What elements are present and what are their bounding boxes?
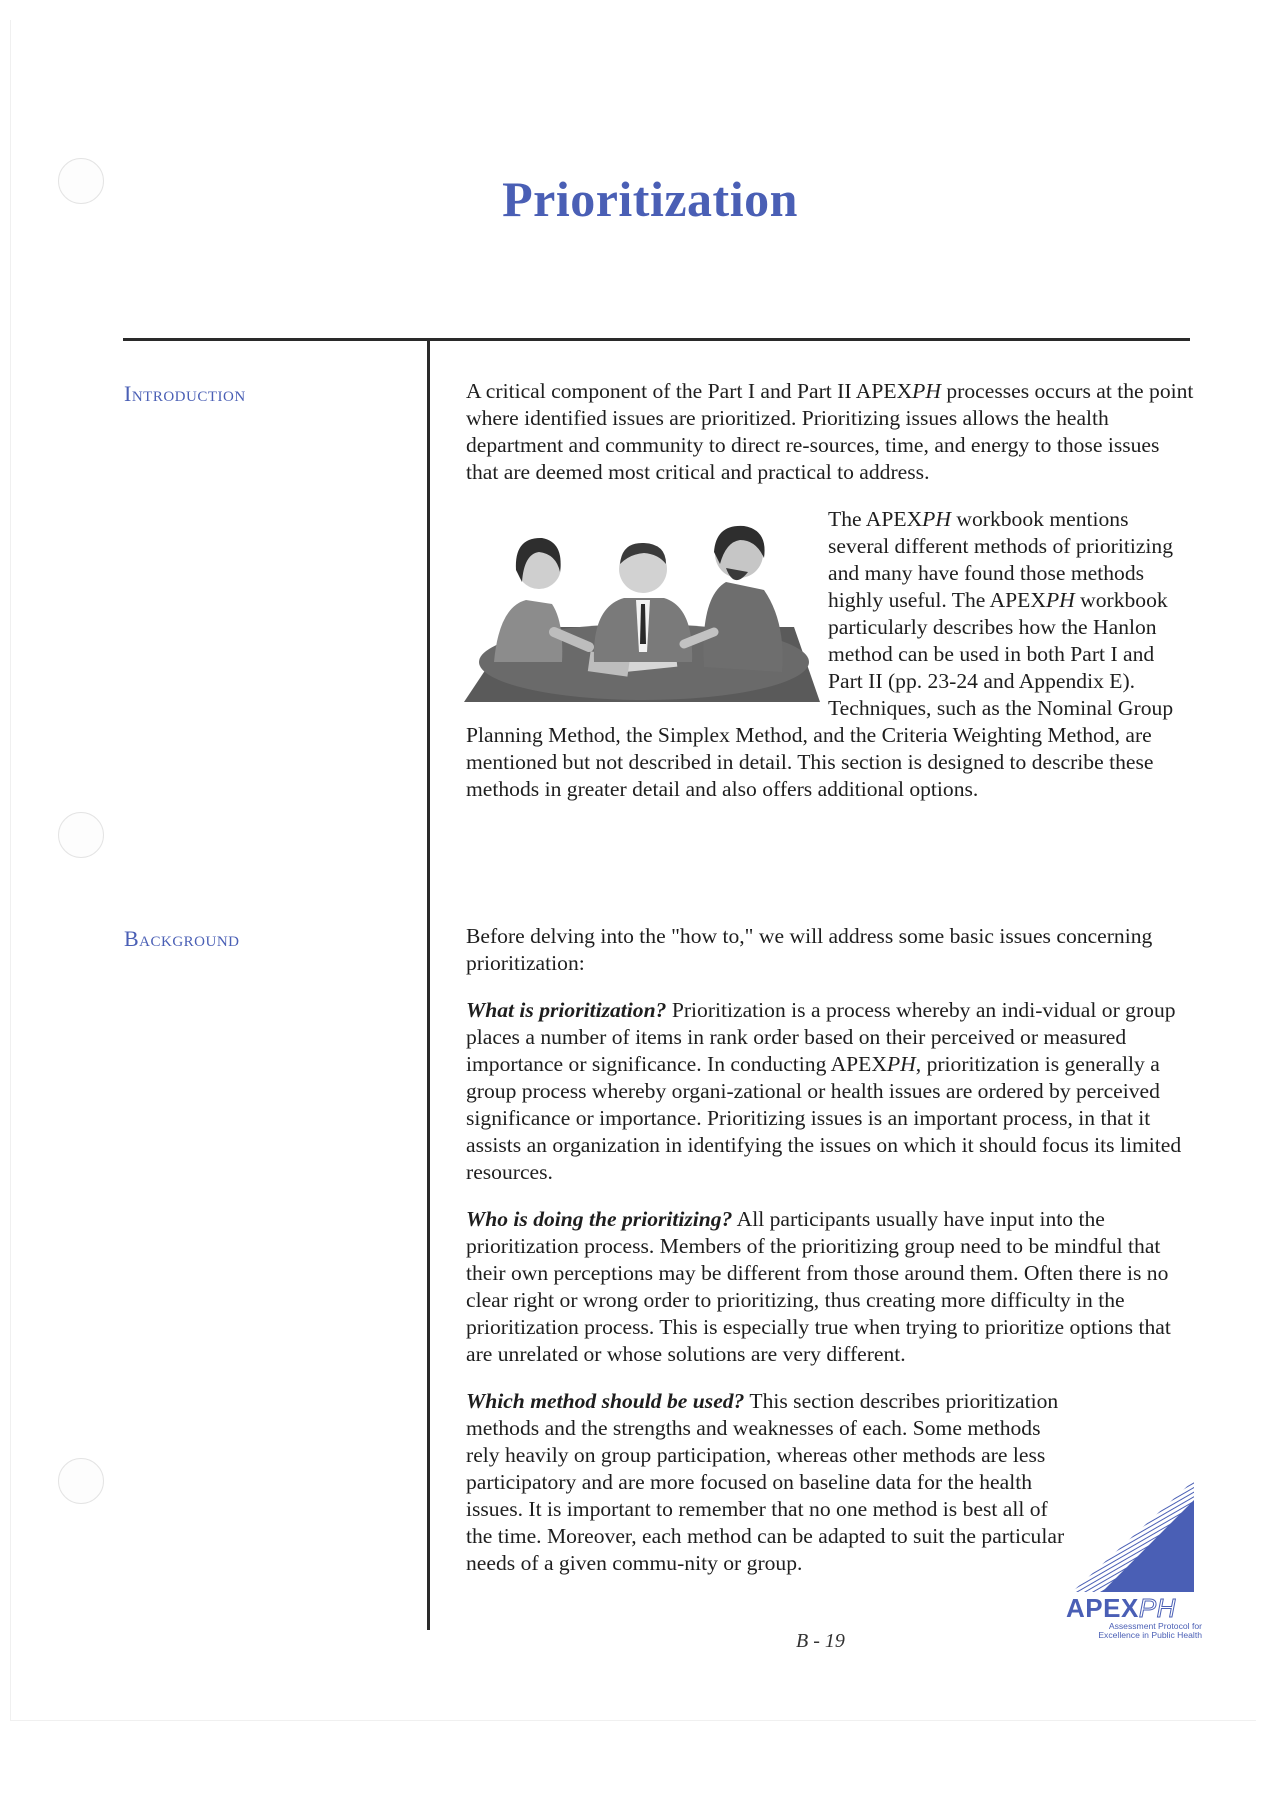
background-question-3 bbox=[466, 1388, 1076, 1577]
introduction-paragraph-2-text: The APEXPH workbook mentions several different methods of prioritizing and many have found those methods highly useful. The APEXPH workbook particularly describes how the Hanlon method can be used in both Part I and Part II (pp. 23-24 and Appendix E). Techniques, such as the Nominal Group Planning Method, the Simplex Method, and the Criteria Weighting Method, are mentioned but not described in detail. This section is designed to describe these methods in greater detail and also offers additional options. bbox=[466, 507, 1174, 801]
meeting-illustration bbox=[464, 512, 820, 702]
introduction-paragraph-2 bbox=[466, 506, 1194, 803]
introduction-paragraph-1: A critical component of the Part I and Part II APEXPH processes occurs at the point where identified issues are prioritized. Prioritizing issues allows the health department and community to direct re-sources, time, and energy to those issues that are deemed most critical and practical to address. bbox=[466, 379, 1194, 484]
punch-hole-middle bbox=[58, 812, 104, 858]
page-number: B - 19 bbox=[796, 1630, 845, 1652]
background-question-1 bbox=[466, 997, 1194, 1186]
background-intro: Before delving into the "how to," we will address some basic issues concerning prioritization: bbox=[466, 924, 1153, 975]
question-3-label: Which method should be used? bbox=[466, 1389, 745, 1413]
question-1-label: What is prioritization? bbox=[466, 998, 667, 1022]
horizontal-rule bbox=[123, 338, 1190, 341]
apexph-logo-wordmark bbox=[1066, 1593, 1176, 1624]
question-2-label: Who is doing the prioritizing? bbox=[466, 1207, 733, 1231]
logo-subtitle-line-1: Assessment Protocol for bbox=[1108, 1621, 1202, 1631]
vertical-rule bbox=[427, 340, 430, 1630]
apexph-logo-subtitle bbox=[1062, 1622, 1202, 1640]
logo-subtitle-line-2: Excellence in Public Health bbox=[1098, 1630, 1202, 1640]
page-title: Prioritization bbox=[502, 171, 798, 227]
background-heading: Background bbox=[124, 926, 240, 951]
punch-hole-bottom bbox=[58, 1458, 104, 1504]
question-3-text: This section describes prioritization methods and the strengths and weaknesses of each. Some methods rely heavily on group participation, whereas other methods are less participatory and are more focused on baseline data for the health issues. It is important to remember that no one method is best all of the time. Moreover, each method can be adapted to suit the particular needs of a given commu-nity or group. bbox=[466, 1389, 1065, 1575]
question-2-text: All participants usually have input into the prioritization process. Members of the prioritizing group need to be mindful that their own perceptions may be different from those around them. Often there is no clear right or wrong order to prioritizing, thus creating more difficulty in the prioritization process. This is especially true when trying to prioritize options that are unrelated or whose solutions are very different. bbox=[466, 1207, 1171, 1366]
question-1-text: Prioritization is a process whereby an indi-vidual or group places a number of items in rank order based on their perceived or measured importance or significance. In conducting APEXPH, prioritization is generally a group process whereby organi-zational or health issues are ordered by perceived significance or importance. Prioritizing issues is an important process, in that it assists an organization in identifying the issues on which it should focus its limited resources. bbox=[466, 998, 1182, 1184]
introduction-section bbox=[466, 378, 1194, 823]
logo-word-italic: PH bbox=[1138, 1593, 1176, 1623]
logo-word-main: APEX bbox=[1066, 1593, 1139, 1623]
introduction-heading: Introduction bbox=[124, 381, 246, 406]
background-question-2 bbox=[466, 1206, 1194, 1368]
